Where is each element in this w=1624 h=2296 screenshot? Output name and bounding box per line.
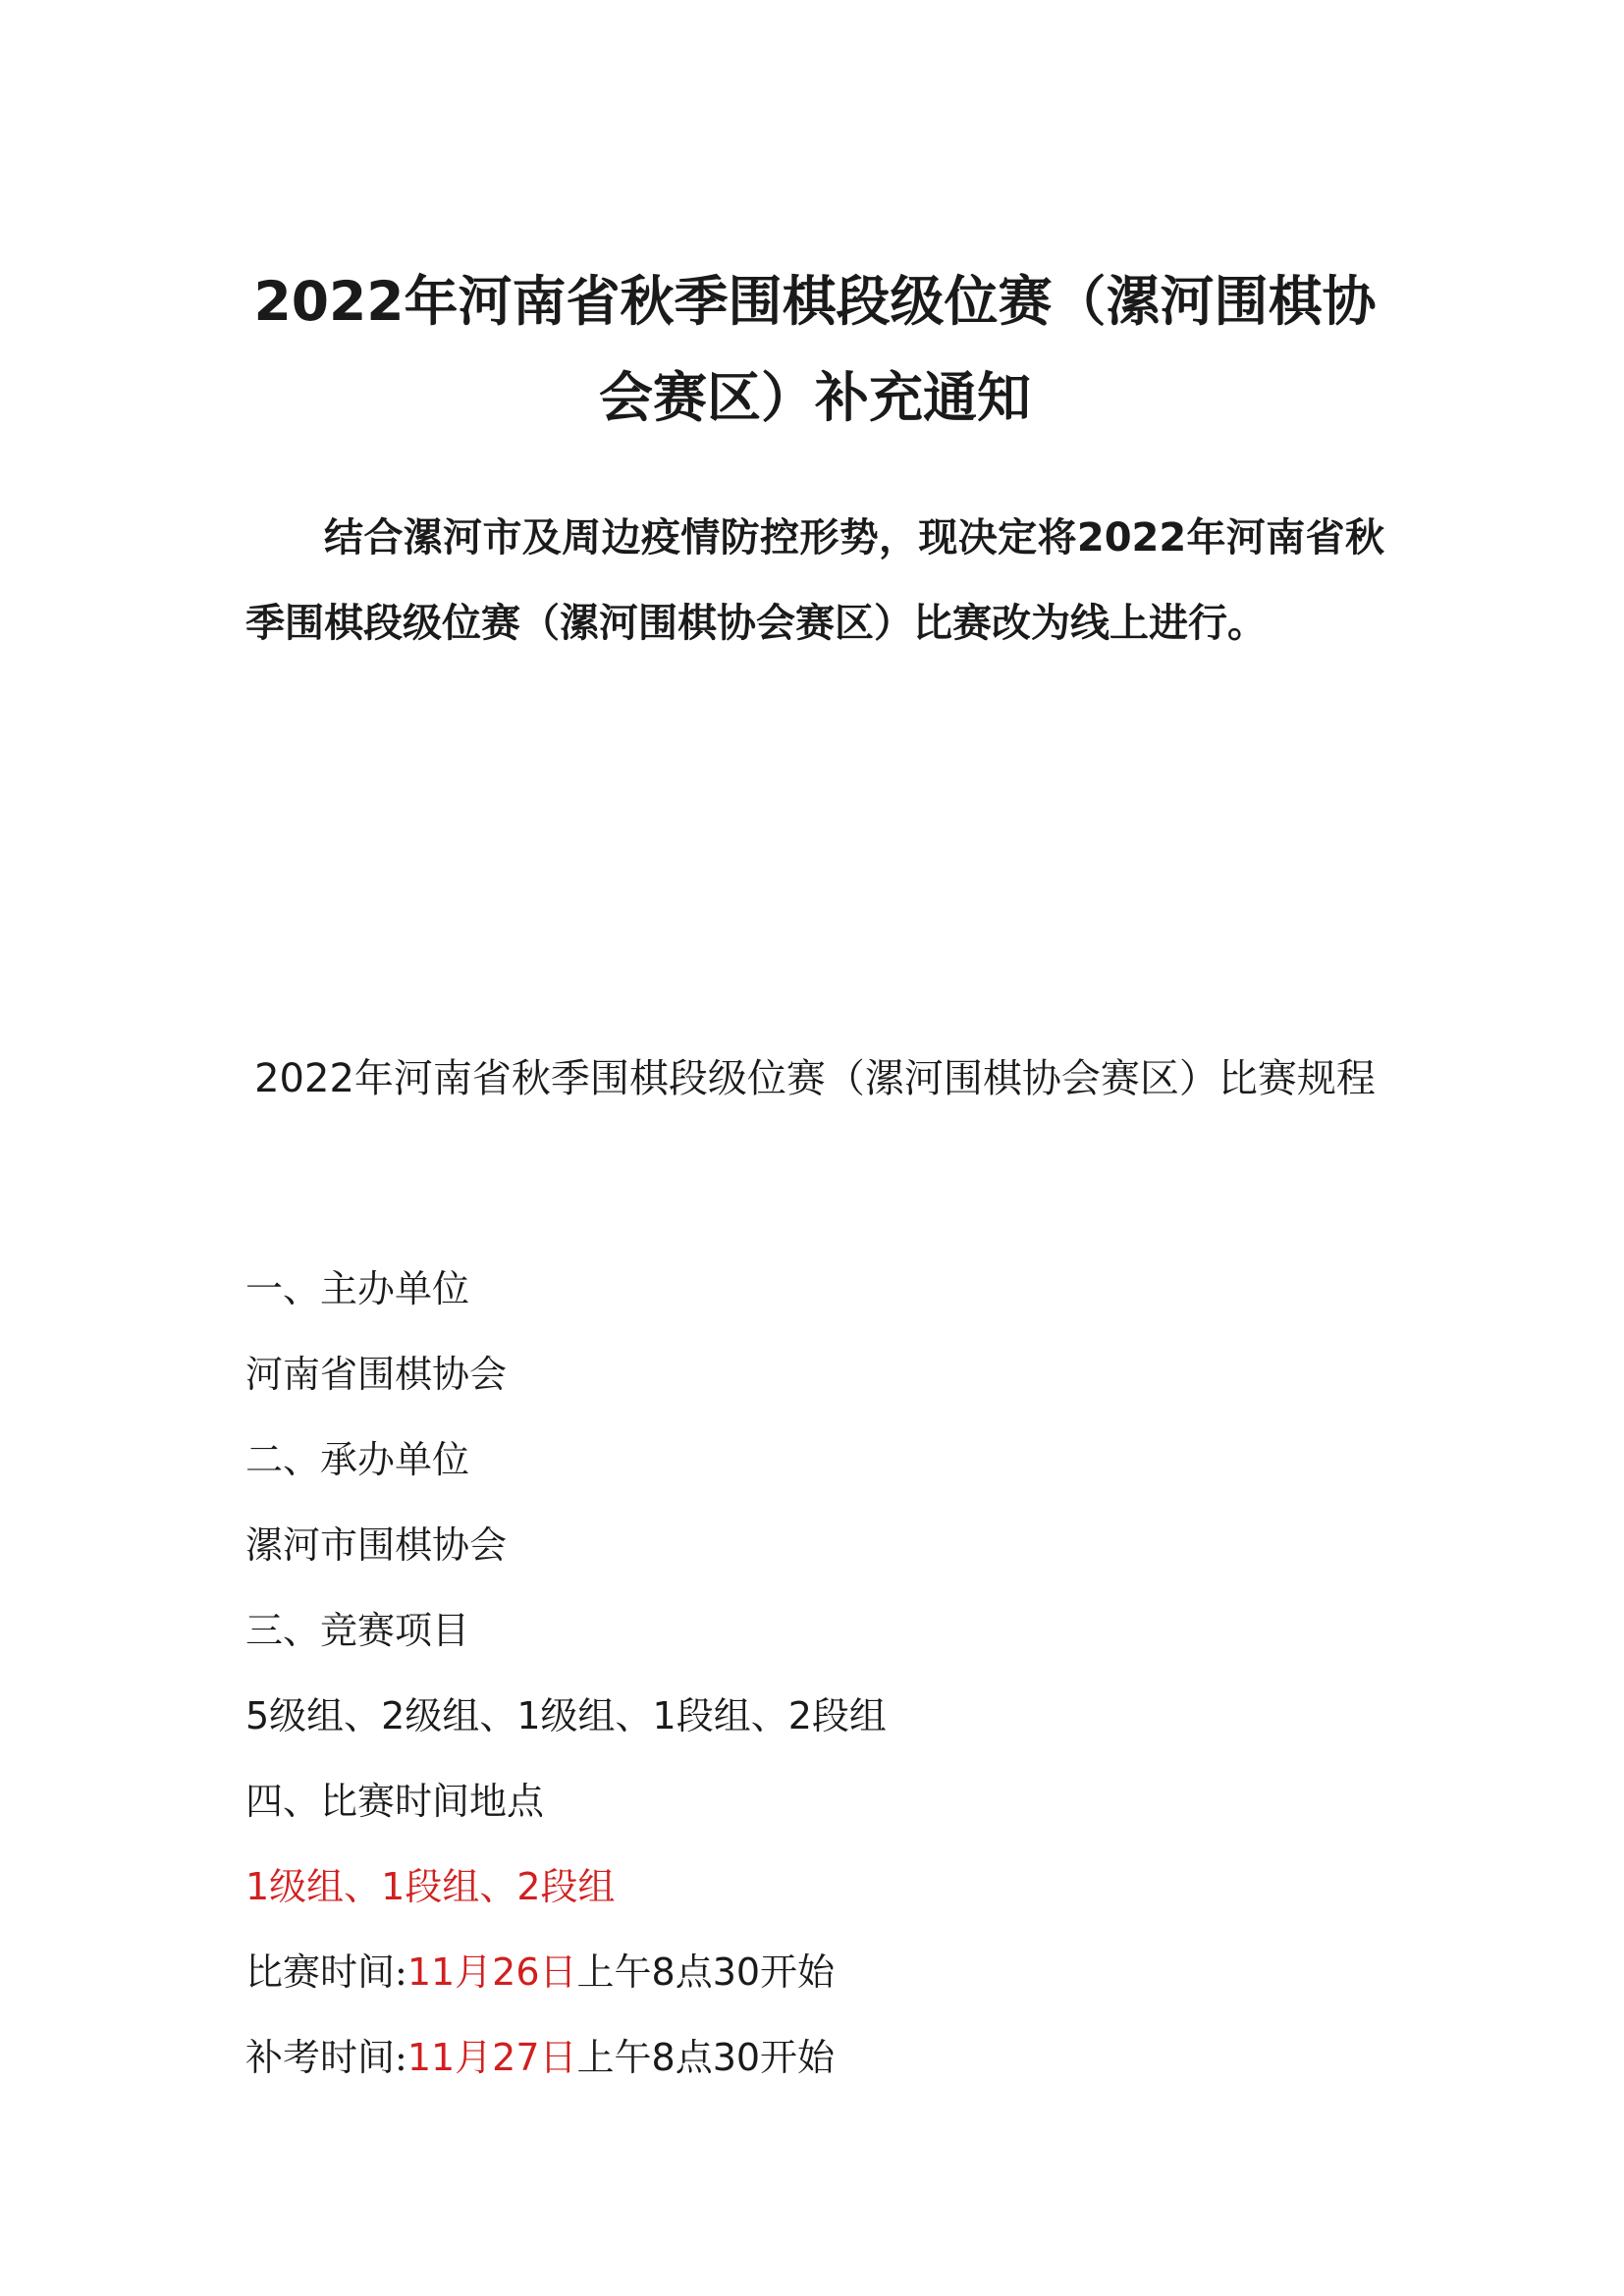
section-4-heading: 四、比赛时间地点 xyxy=(245,1780,545,1823)
match-time-line xyxy=(245,1948,1384,1997)
section-1-heading: 一、主办单位 xyxy=(245,1267,470,1310)
section-2-heading: 二、承办单位 xyxy=(245,1438,470,1481)
notice-body: 结合漯河市及周边疫情防控形势，现决定将2022年河南省秋季围棋段级位赛（漯河围棋协会赛区）比赛改为线上进行。 xyxy=(245,515,1384,646)
match-time-rest: 上午8点30开始 xyxy=(576,1950,836,1994)
makeup-time-line xyxy=(245,2033,1384,2082)
makeup-time-rest: 上午8点30开始 xyxy=(576,2036,836,2079)
section-2-value: 漯河市围棋协会 xyxy=(245,1523,508,1567)
section-4-groups: 1级组、1段组、2段组 xyxy=(245,1865,616,1908)
section-3-value: 5级组、2级组、1级组、1段组、2段组 xyxy=(245,1694,887,1737)
rules-title: 2022年河南省秋季围棋段级位赛（漯河围棋协会赛区）比赛规程 xyxy=(254,1056,1376,1101)
match-time-label: 比赛时间: xyxy=(245,1950,407,1994)
match-time-date: 11月26日 xyxy=(406,1950,577,1994)
section-1-value: 河南省围棋协会 xyxy=(245,1353,508,1396)
makeup-time-date: 11月27日 xyxy=(406,2036,577,2079)
section-3-heading: 三、竞赛项目 xyxy=(245,1609,470,1652)
notice-title: 2022年河南省秋季围棋段级位赛（漯河围棋协会赛区）补充通知 xyxy=(253,270,1377,429)
makeup-time-label: 补考时间: xyxy=(245,2036,407,2079)
